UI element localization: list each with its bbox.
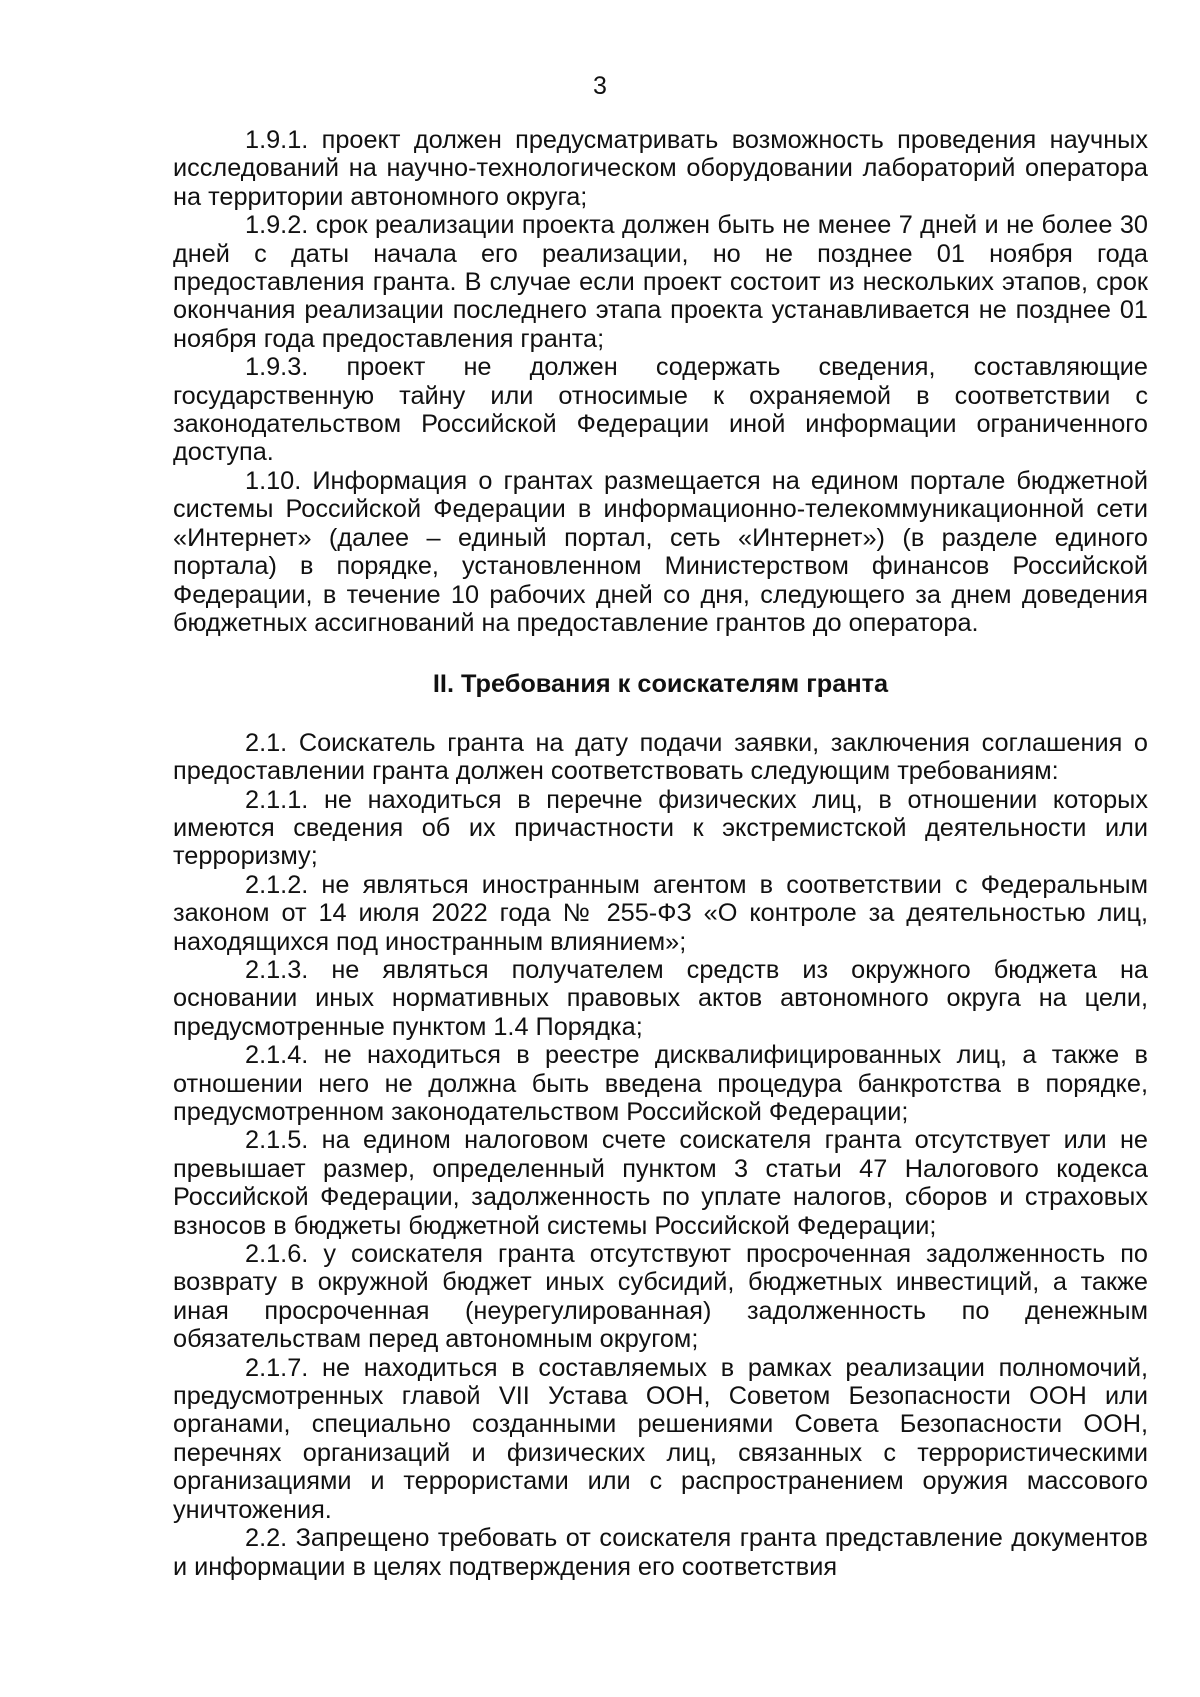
page-number: 3 <box>593 72 607 100</box>
section-heading: II. Требования к соискателям гранта <box>432 670 889 699</box>
paragraph-2-1-5: 2.1.5. на едином налоговом счете соискателя гранта отсутствует или не превышает размер, определенный пунктом 3 статьи 47 Налогового кодекса Российской Федерации, задолженность по уплате налогов, сборов и страховых взносов в бюджеты бюджетной системы Российской Федерации; <box>173 1126 1148 1240</box>
paragraph-2-2: 2.2. Запрещено требовать от соискателя гранта представление документов и информации в целях подтверждения его соответствия <box>173 1524 1148 1581</box>
paragraph-1-10: 1.10. Информация о грантах размещается на едином портале бюджетной системы Российской Федерации в информационно-телекоммуникационной сети «Интернет» (далее – единый портал, сеть «Интернет») (в разделе единого портала) в порядке, установленном Министерством финансов Российской Федерации, в течение 10 рабочих дней со дня, следующего за днем доведения бюджетных ассигнований на предоставление грантов до оператора. <box>173 466 1148 637</box>
paragraph-2-1-4: 2.1.4. не находиться в реестре дисквалифицированных лиц, а также в отношении него не должна быть введена процедура банкротства в порядке, предусмотренном законодательством Российской Федерации; <box>173 1041 1148 1126</box>
paragraph-1-9-3: 1.9.3. проект не должен содержать сведения, составляющие государственную тайну или относимые к охраняемой в соответствии с законодательством Российской Федерации иной информации ограниченного доступа. <box>173 353 1148 467</box>
paragraph-1-9-2: 1.9.2. срок реализации проекта должен быть не менее 7 дней и не более 30 дней с даты начала его реализации, но не позднее 01 ноября года предоставления гранта. В случае если проект состоит из нескольких этапов, срок окончания реализации последнего этапа проекта устанавливается не позднее 01 ноября года предоставления гранта; <box>173 211 1148 353</box>
paragraph-1-9-1: 1.9.1. проект должен предусматривать возможность проведения научных исследований на научно-технологическом оборудовании лабораторий оператора на территории автономного округа; <box>173 126 1148 211</box>
paragraph-2-1-1: 2.1.1. не находиться в перечне физических лиц, в отношении которых имеются сведения об их причастности к экстремистской деятельности или терроризму; <box>173 785 1148 871</box>
paragraph-2-1-3: 2.1.3. не являться получателем средств из окружного бюджета на основании иных нормативных правовых актов автономного округа на цели, предусмотренные пунктом 1.4 Порядка; <box>173 955 1148 1041</box>
paragraph-2-1-7: 2.1.7. не находиться в составляемых в рамках реализации полномочий, предусмотренных главой VII Устава ООН, Советом Безопасности ООН или органами, специально созданными решениями Совета Безопасности ООН, перечнях организаций и физических лиц, связанных с террористическими организациями и террористами или с распространением оружия массового уничтожения. <box>173 1353 1148 1524</box>
document-body <box>173 126 1148 1581</box>
paragraph-2-1-6: 2.1.6. у соискателя гранта отсутствуют просроченная задолженность по возврату в окружной бюджет иных субсидий, бюджетных инвестиций, а также иная просроченная (неурегулированная) задолженность по денежным обязательствам перед автономным округом; <box>173 1240 1148 1354</box>
paragraph-2-1-2: 2.1.2. не являться иностранным агентом в соответствии с Федеральным законом от 14 июля 2022 года № 255-ФЗ «О контроле за деятельностью лиц, находящихся под иностранным влиянием»; <box>173 870 1148 956</box>
paragraph-2-1: 2.1. Соискатель гранта на дату подачи заявки, заключения соглашения о предоставлении гранта должен соответствовать следующим требованиям: <box>173 728 1148 786</box>
